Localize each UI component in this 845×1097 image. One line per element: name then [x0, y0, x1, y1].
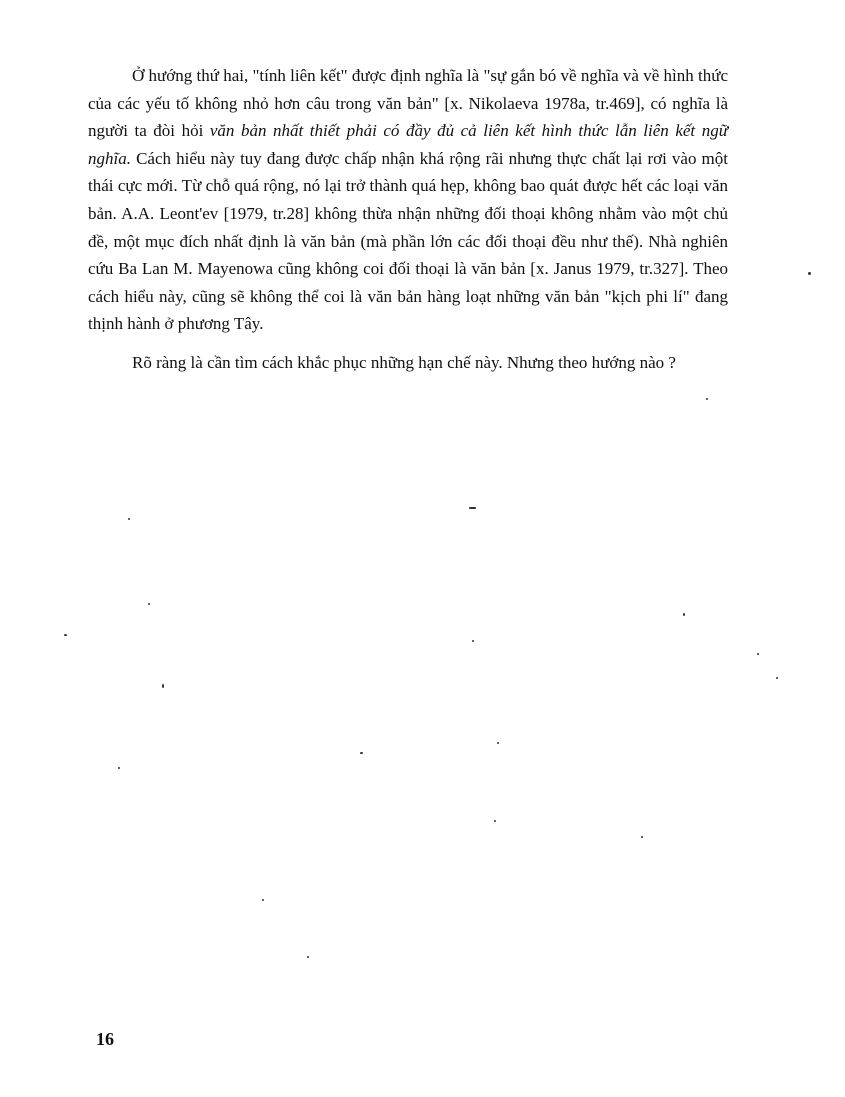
body-text: [88, 62, 728, 377]
paragraph-1: [88, 62, 728, 338]
scan-speck: [757, 653, 759, 655]
page-number: 16: [96, 1029, 114, 1049]
scan-speck: [776, 677, 778, 679]
scan-speck: [118, 767, 120, 769]
paragraph-2: [88, 349, 728, 377]
scan-speck: [128, 518, 130, 520]
scan-speck: [148, 603, 150, 605]
scan-speck: [360, 752, 363, 754]
scan-speck: [472, 640, 474, 642]
scan-speck: [64, 634, 67, 636]
scan-speck: [307, 956, 309, 958]
scan-speck: [262, 899, 264, 901]
paragraph-1-text-a: Ở hướng thứ hai, "tính liên kết" được định nghĩa là "sự gắn bó về nghĩa và về hình thức của các yếu tố không nhỏ hơn câu trong văn bản" [x. Nikolaeva 1978a, tr.469], có nghĩa là người ta đòi hỏi: [88, 66, 728, 141]
paragraph-1-text-b: Cách hiểu này tuy đang được chấp nhận khá rộng rãi nhưng thực chất lại rơi vào một thái cực mới. Từ chỗ quá rộng, nó lại trở thành quá hẹp, không bao quát được hết các loại văn bản. A.A. Leont'ev [1979, tr.28] không thừa nhận những đối thoại không nhằm vào một chủ đề, một mục đích nhất định là văn bản (mà phần lớn các đối thoại đều như thế). Nhà nghiên cứu Ba Lan M. Mayenowa cũng không coi đối thoại là văn bản [x. Janus 1979, tr.327]. Theo cách hiểu này, cũng sẽ không thể coi là văn bản hàng loạt những văn bản "kịch phi lí" đang thịnh hành ở phương Tây.: [88, 148, 728, 334]
scan-speck: [497, 742, 499, 744]
scan-speck: [808, 272, 811, 275]
scan-speck: [469, 507, 476, 509]
paragraph-1-italic-emphasis: văn bản nhất thiết phải có đầy đủ cả liên kết hình thức lẫn liên kết ngữ nghĩa.: [88, 121, 728, 168]
scan-speck: [683, 613, 685, 616]
scan-speck: [641, 836, 643, 838]
scan-speck: [162, 684, 164, 688]
scan-speck: [706, 398, 708, 400]
paragraph-2-text: Rõ ràng là cần tìm cách khắc phục những hạn chế này. Nhưng theo hướng nào ?: [132, 352, 676, 372]
scan-speck: [494, 820, 496, 822]
